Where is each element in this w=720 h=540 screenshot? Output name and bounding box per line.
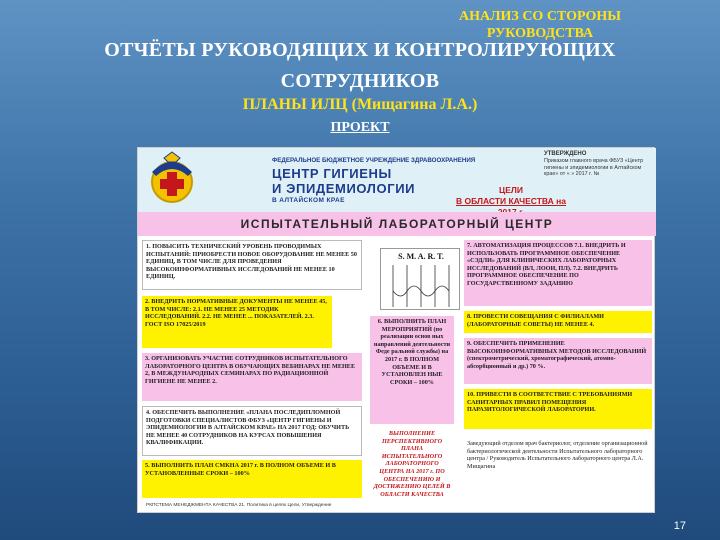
org-name-line2: И ЭПИДЕМИОЛОГИИ — [272, 181, 416, 196]
org-name-line3: В АЛТАЙСКОМ КРАЕ — [272, 197, 345, 204]
approval-text: Приказом главного врача ФБУЗ «Центр гигиены и эпидемиологии в Алтайском крае» от « » 2017 г. № — [544, 157, 644, 178]
goal-box-5: 5. ВЫПОЛНИТЬ ПЛАН СМКНА 2017 г. В ПОЛНОМ ОБЪЕМЕ И В УСТАНОВЛЕННЫЕ СРОКИ – 100% — [142, 460, 362, 498]
goal-box-9: 9. ОБЕСПЕЧИТЬ ПРИМЕНЕНИЕ ВЫСОКОИНФОРМАТИВНЫХ МЕТОДОВ ИССЛЕДОВАНИЙ (спектрометрический, хроматографический, атомно-абсорбционный и др.) 70 %. — [464, 338, 652, 384]
signature-block: Заведующий отделом врач бактериолог, отделение организационной бактериологической деятельности Испытательного лабораторного центра / Руководитель Испытательного лабораторного центра Л.А. Мищагина — [464, 438, 652, 496]
smart-label: S. M. A. R. T. — [398, 252, 444, 261]
slide-number: 17 — [673, 520, 686, 532]
page-title-line2: СОТРУДНИКОВ — [280, 70, 440, 92]
goal-box-3: 3. ОРГАНИЗОВАТЬ УЧАСТИЕ СОТРУДНИКОВ ИСПЫТАТЕЛЬНОГО ЛАБОРАТОРНОГО ЦЕНТРА В ОБУЧАЮЩИХ ВЕБИНАРАХ НЕ МЕНЕЕ 2, В МЕЖДУНАРОДНЫХ СЕМИНАРАХ ПО РАДИАЦИОННОЙ ГИГИЕНЕ НЕ МЕНЕЕ 2. — [142, 353, 362, 401]
document-header — [138, 148, 656, 212]
page-title-line1: ОТЧЁТЫ РУКОВОДЯЩИХ И КОНТРОЛИРУЮЩИХ — [104, 39, 616, 61]
section-label: АНАЛИЗ СО СТОРОНЫ РУКОВОДСТВА — [459, 9, 621, 41]
goals-heading-line1: ЦЕЛИ — [499, 185, 523, 195]
goal-box-1: 1. ПОВЫСИТЬ ТЕХНИЧЕСКИЙ УРОВЕНЬ ПРОВОДИМЫХ ИСПЫТАНИЙ: ПРИОБРЕСТИ НОВОЕ ОБОРУДОВАНИЕ НЕ МЕНЕЕ 50 ЕДИНИЦ, В ТОМ ЧИСЛЕ ДЛЯ ПРОВЕДЕНИЯ ВЫСОКОИНФОРМАТИВНЫХ ИССЛЕДОВАНИЙ НЕ МЕНЕЕ 10 ЕДИНИЦ. — [142, 240, 362, 290]
goals-heading-line2: В ОБЛАСТИ КАЧЕСТВА на — [456, 196, 567, 206]
goal-box-8: 8. ПРОВЕСТИ СОВЕЩАНИЯ С ФИЛИАЛАМИ (ЛАБОРАТОРНЫЕ СОВЕТЫ) НЕ МЕНЕЕ 4. — [464, 311, 652, 333]
org-name-small: ФЕДЕРАЛЬНОЕ БЮДЖЕТНОЕ УЧРЕЖДЕНИЕ ЗДРАВООХРАНЕНИЯ — [272, 157, 476, 164]
document-image — [137, 147, 655, 513]
approval-block — [544, 151, 652, 178]
doc-footer: РКПСТЕМА МЕНЕДЖМЕНТА КАЧЕСТВА 21. Политика в целях Цели, Утверждение — [146, 503, 332, 508]
rospotrebnadzor-emblem-icon — [142, 150, 202, 210]
approval-title: УТВЕРЖДЕНО — [544, 151, 587, 157]
goal-box-7: 7. АВТОМАТИЗАЦИЯ ПРОЦЕССОВ 7.1. ВНЕДРИТЬ И ИСПОЛЬЗОВАТЬ ПРОГРАММНОЕ ОБЕСПЕЧЕНИЕ «СЭДЛИ» ДЛЯ КЛИНИЧЕСКИХ ЛАБОРАТОРНЫХ ИССЛЕДОВАНИЙ (ВЛ, ЛООИ, ПЛ). 7.2. ВНЕДРИТЬ ПРОГРАММНОЕ ОБЕСПЕЧЕНИЕ ПО ГОСУДАРСТВЕННОМУ ЗАДАНИЮ — [464, 240, 652, 306]
page-subtitle: ПЛАНЫ ИЛЦ (Мищагина Л.А.) — [242, 96, 478, 113]
smart-diagram-lines-icon — [381, 261, 461, 311]
plan-note: ВЫПОЛНЕНИЕ ПЕРСПЕКТИВНОГО ПЛАНА ИСПЫТАТЕЛЬНОГО ЛАБОРАТОРНОГО ЦЕНТРА НА 2017 г. ПО ОБЕСПЕЧЕНИЮ И ДОСТИЖЕНИЮ ЦЕЛЕЙ В ОБЛАСТИ КАЧЕСТВА — [370, 428, 454, 500]
org-name-line1: ЦЕНТР ГИГИЕНЫ — [272, 166, 392, 181]
doc-banner: ИСПЫТАТЕЛЬНЫЙ ЛАБОРАТОРНЫЙ ЦЕНТР — [138, 212, 656, 236]
project-label: ПРОЕКТ — [330, 120, 390, 135]
page-title — [0, 38, 720, 94]
goal-box-2: 2. ВНЕДРИТЬ НОРМАТИВНЫЕ ДОКУМЕНТЫ НЕ МЕНЕЕ 45, В ТОМ ЧИСЛЕ: 2.1. НЕ МЕНЕЕ 25 МЕТОДИК ИССЛЕДОВАНИЙ. 2.2. НЕ МЕНЕЕ ... ПОКАЗАТЕЛЕЙ. 2.3. ГОСТ ISO 17025/2019 — [142, 296, 332, 348]
goal-box-10: 10. ПРИВЕСТИ В СООТВЕТСТВИЕ С ТРЕБОВАНИЯМИ САНИТАРНЫХ ПРАВИЛ ПОМЕЩЕНИЯ ПАРАЗИТОЛОГИЧЕСКОЙ ЛАБОРАТОРИИ. — [464, 389, 652, 429]
goal-box-6: 6. ВЫПОЛНИТЬ ПЛАН МЕРОПРИЯТИЙ (по реализации основ ных направлений деятельности Феде ральной службы) на 2017 г. В ПОЛНОМ ОБЪЕМЕ И В УСТАНОВЛЕН НЫЕ СРОКИ – 100% — [370, 316, 454, 424]
goal-box-4: 4. ОБЕСПЕЧИТЬ ВЫПОЛНЕНИЕ «ПЛАНА ПОСЛЕДИПЛОМНОЙ ПОДГОТОВКИ СПЕЦИАЛИСТОВ ФБУЗ «ЦЕНТР ГИГИЕНЫ И ЭПИДЕМИОЛОГИИ В АЛТАЙСКОМ КРАЕ» НА 2017 ГОД: ОБУЧИТЬ НЕ МЕНЕЕ 40 СОТРУДНИКОВ НА КУРСАХ ПОВЫШЕНИЯ КВАЛИФИКАЦИИ. — [142, 406, 362, 456]
smart-diagram — [380, 248, 460, 310]
